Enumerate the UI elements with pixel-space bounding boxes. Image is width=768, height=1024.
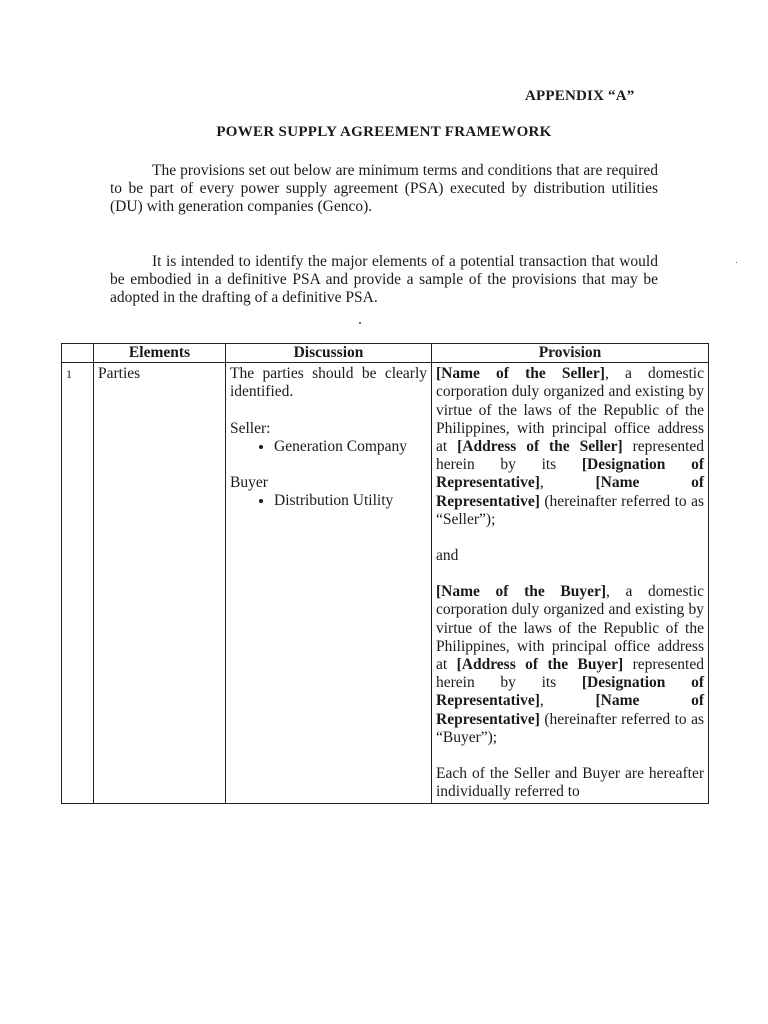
seller-label: Seller: [230, 419, 271, 437]
row-provision [432, 363, 709, 804]
row-discussion [226, 363, 432, 804]
scan-speck [359, 322, 361, 324]
buyer-list [230, 492, 427, 510]
document-title: POWER SUPPLY AGREEMENT FRAMEWORK [216, 124, 552, 140]
representative-placeholder: [Name of Representative] [436, 692, 705, 728]
seller-clause [436, 365, 704, 529]
designation-placeholder: [Designation of Representative] [436, 674, 705, 710]
clause-text: represented herein by its [436, 438, 705, 474]
intro-paragraph-2: It is intended to identify the major elements of a potential transaction that would be embodied in a definitive PSA and provide a sample of the provisions that may be adopted in the drafting of a definitive PSA. [110, 253, 658, 306]
header-discussion: Discussion [226, 344, 432, 363]
each-party-clause: Each of the Seller and Buyer are hereafter individually referred to [436, 765, 704, 801]
buyer-clause [436, 583, 704, 747]
seller-list [230, 438, 427, 456]
discussion-intro: The parties should be clearly identified. [230, 365, 427, 401]
seller-address-placeholder: [Address of the Seller] [457, 438, 623, 456]
scan-speck [736, 262, 737, 263]
row-element: Parties [94, 363, 226, 804]
designation-placeholder: [Designation of Representative] [436, 456, 705, 492]
seller-item: • Generation Company [274, 438, 427, 456]
header-number [62, 344, 94, 363]
buyer-address-placeholder: [Address of the Buyer] [456, 656, 624, 674]
appendix-label: APPENDIX “A” [525, 88, 635, 104]
clause-text: , [539, 474, 596, 492]
header-elements: Elements [94, 344, 226, 363]
and-text: and [436, 547, 459, 565]
intro-paragraph-1: The provisions set out below are minimum terms and conditions that are required to be part of every power supply agreement (PSA) executed by distribution utilities (DU) with generation companies (Genco). [110, 162, 658, 215]
table-header-row [62, 344, 709, 363]
seller-name-placeholder: [Name of the Seller] [436, 365, 605, 383]
table-row [62, 363, 709, 804]
clause-text: , [539, 692, 596, 710]
clause-text: (hereinafter referred to as “Seller”); [436, 492, 704, 528]
clause-text: , a domestic corporation duly organized and existing by virtue of the laws of the Republic of the Philippines, with principal office address at [436, 365, 704, 456]
clause-text: , a domestic corporation duly organized and existing by virtue of the laws of the Republic of the Philippines, with principal office address at [436, 583, 704, 674]
buyer-item: • Distribution Utility [274, 492, 427, 510]
clause-text: (hereinafter referred to as “Buyer”); [436, 710, 704, 746]
framework-table [61, 343, 709, 804]
row-number: 1 [62, 363, 94, 804]
representative-placeholder: [Name of Representative] [436, 474, 705, 510]
buyer-name-placeholder: [Name of the Buyer] [436, 583, 607, 601]
clause-text: represented herein by its [436, 656, 704, 692]
header-provision: Provision [432, 344, 709, 363]
buyer-label: Buyer [230, 474, 268, 492]
